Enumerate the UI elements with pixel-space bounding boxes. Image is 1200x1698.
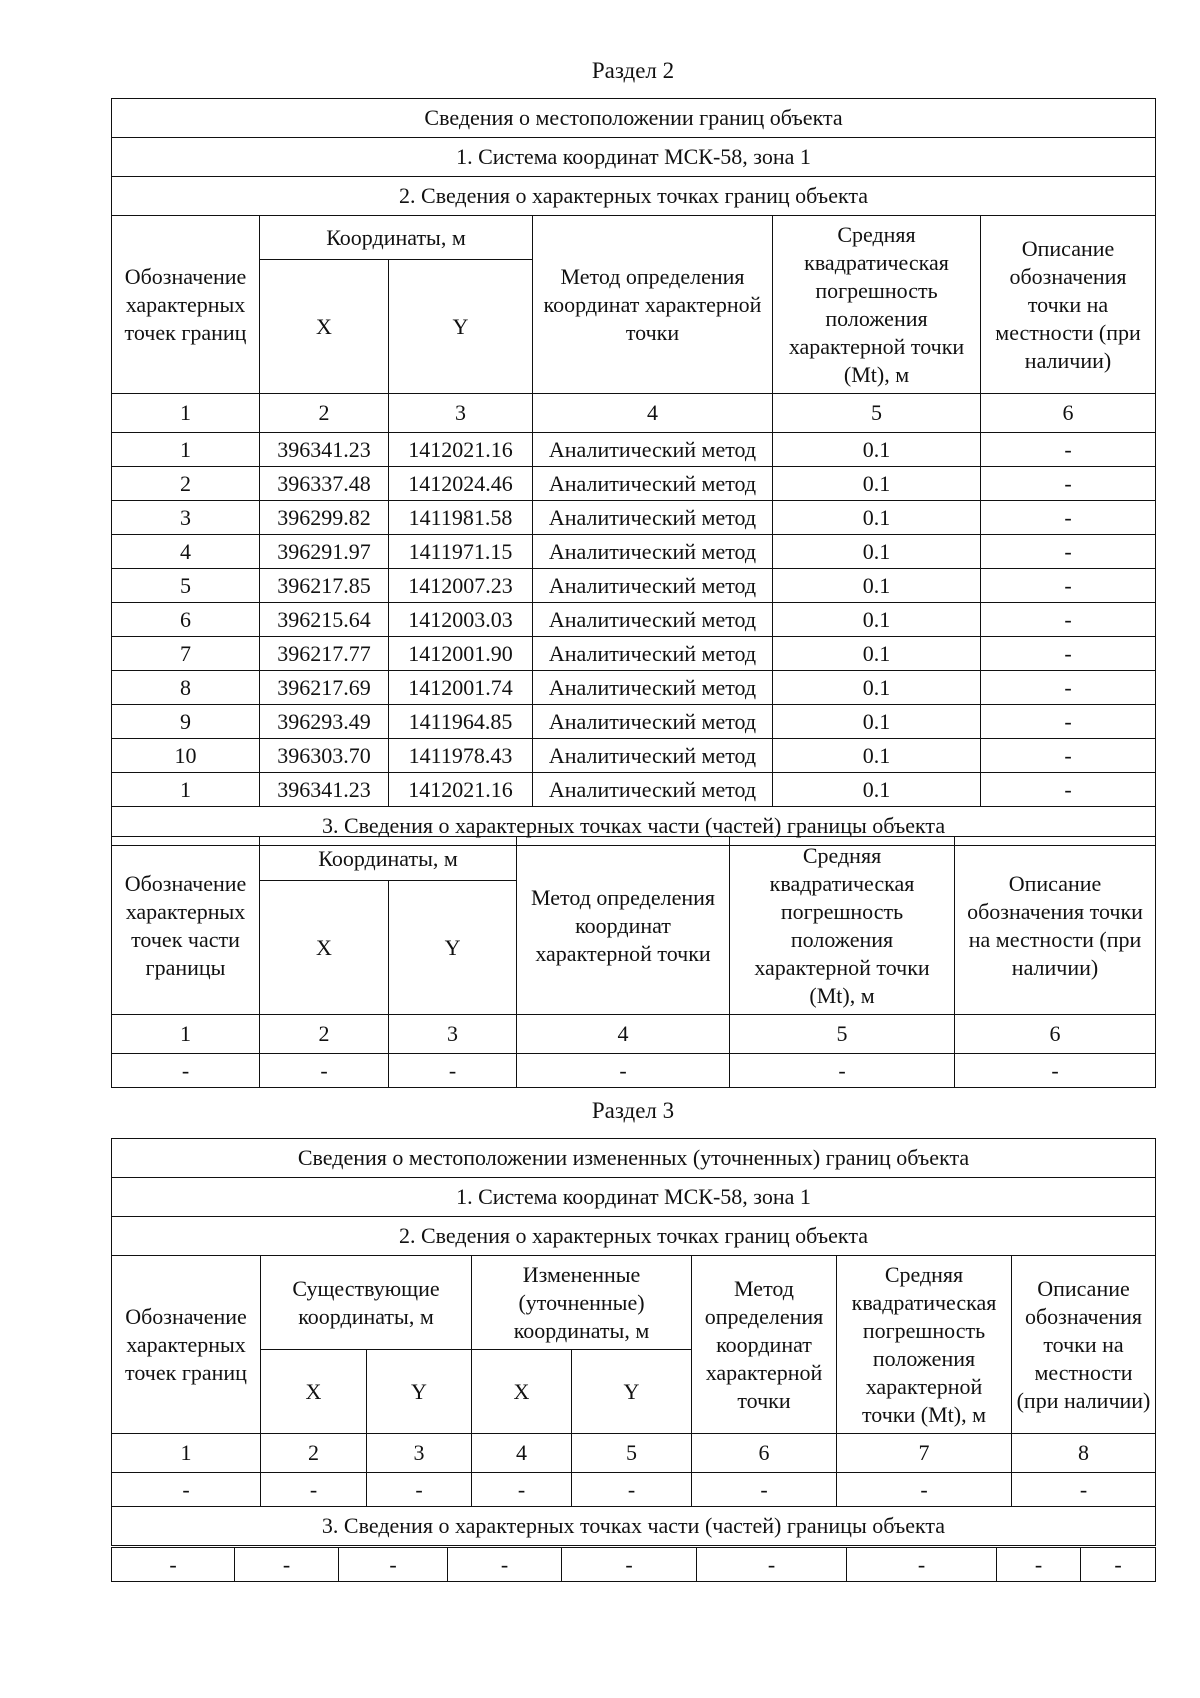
col-description: Описание обозначения точки на местности (при наличии) xyxy=(981,216,1156,394)
s3-col-changed: Измененные (уточненные) координаты, м xyxy=(472,1256,692,1350)
point-cell: 9 xyxy=(112,705,260,739)
parts-col-y: Y xyxy=(389,881,517,1015)
point-cell: - xyxy=(981,637,1156,671)
point-cell: 396217.69 xyxy=(260,671,389,705)
s3-parts-point-cell: - xyxy=(997,1548,1081,1582)
section3-boundaries-table xyxy=(111,1138,1156,1546)
table-row xyxy=(112,501,1156,535)
section3-parts-table xyxy=(111,1547,1156,1582)
section2-coord-system: 1. Система координат МСК-58, зона 1 xyxy=(112,138,1156,177)
point-cell: 0.1 xyxy=(773,433,981,467)
point-cell: 1411964.85 xyxy=(389,705,533,739)
point-cell: 396215.64 xyxy=(260,603,389,637)
point-cell: - xyxy=(981,603,1156,637)
table-row xyxy=(112,569,1156,603)
point-cell: 396217.77 xyxy=(260,637,389,671)
point-cell: - xyxy=(981,739,1156,773)
s3-column-number-cell: 3 xyxy=(367,1434,472,1473)
table-row xyxy=(112,773,1156,807)
section2-title: Раздел 2 xyxy=(591,58,675,83)
parts-col-description: Описание обозначения точки на местности (при наличии) xyxy=(955,837,1156,1015)
column-number-cell: 2 xyxy=(260,394,389,433)
col-designation: Обозначение характерных точек границ xyxy=(112,216,260,394)
parts-column-numbers-row xyxy=(112,1015,1156,1054)
parts-point-cell: - xyxy=(730,1054,955,1088)
point-cell: Аналитический метод xyxy=(533,433,773,467)
col-error: Средняя квадратическая погрешность положения характерной точки (Mt), м xyxy=(773,216,981,394)
s3-parts-point-cell: - xyxy=(112,1548,235,1582)
s3-column-number-cell: 1 xyxy=(112,1434,261,1473)
s3-parts-point-cell: - xyxy=(1081,1548,1156,1582)
table-row xyxy=(112,637,1156,671)
point-cell: - xyxy=(981,467,1156,501)
point-cell: Аналитический метод xyxy=(533,603,773,637)
s3-col-method: Метод определения координат характерной точки xyxy=(692,1256,837,1434)
point-cell: 1412001.74 xyxy=(389,671,533,705)
s3-column-number-cell: 5 xyxy=(572,1434,692,1473)
point-cell: 5 xyxy=(112,569,260,603)
s3-point-cell: - xyxy=(367,1473,472,1507)
parts-column-number-cell: 1 xyxy=(112,1015,260,1054)
s3-point-cell: - xyxy=(572,1473,692,1507)
section2-parts-table xyxy=(111,836,1156,1088)
point-cell: 6 xyxy=(112,603,260,637)
point-cell: Аналитический метод xyxy=(533,773,773,807)
parts-col-x: X xyxy=(260,881,389,1015)
point-cell: 1411978.43 xyxy=(389,739,533,773)
parts-column-number-cell: 5 xyxy=(730,1015,955,1054)
section2-parts-title: 3. Сведения о характерных точках части (частей) границы объекта xyxy=(112,807,1156,846)
point-cell: 1412021.16 xyxy=(389,773,533,807)
point-cell: 2 xyxy=(112,467,260,501)
point-cell: 3 xyxy=(112,501,260,535)
s3-col-designation: Обозначение характерных точек границ xyxy=(112,1256,261,1434)
s3-point-cell: - xyxy=(472,1473,572,1507)
s3-col-y1: Y xyxy=(367,1350,472,1434)
s3-parts-point-cell: - xyxy=(448,1548,562,1582)
parts-point-cell: - xyxy=(260,1054,389,1088)
parts-column-number-cell: 4 xyxy=(517,1015,730,1054)
point-cell: 396293.49 xyxy=(260,705,389,739)
point-cell: 8 xyxy=(112,671,260,705)
s3-parts-point-cell: - xyxy=(339,1548,448,1582)
table-row xyxy=(112,705,1156,739)
point-cell: 0.1 xyxy=(773,501,981,535)
point-cell: Аналитический метод xyxy=(533,637,773,671)
section3-points-title: 2. Сведения о характерных точках границ объекта xyxy=(112,1217,1156,1256)
point-cell: - xyxy=(981,773,1156,807)
point-cell: 1412024.46 xyxy=(389,467,533,501)
col-coords: Координаты, м xyxy=(260,216,533,260)
section3-title: Раздел 3 xyxy=(591,1098,675,1123)
point-cell: 1412007.23 xyxy=(389,569,533,603)
s3-point-cell: - xyxy=(112,1473,261,1507)
s3-col-x1: X xyxy=(261,1350,367,1434)
table-row xyxy=(112,1473,1156,1507)
table-row xyxy=(112,603,1156,637)
parts-point-cell: - xyxy=(955,1054,1156,1088)
point-cell: - xyxy=(981,569,1156,603)
point-cell: Аналитический метод xyxy=(533,501,773,535)
s3-col-y2: Y xyxy=(572,1350,692,1434)
s3-column-number-cell: 2 xyxy=(261,1434,367,1473)
table-row xyxy=(112,1054,1156,1088)
point-cell: 396337.48 xyxy=(260,467,389,501)
parts-col-error: Средняя квадратическая погрешность положения характерной точки (Mt), м xyxy=(730,837,955,1015)
point-cell: 0.1 xyxy=(773,739,981,773)
point-cell: Аналитический метод xyxy=(533,739,773,773)
point-cell: 1411971.15 xyxy=(389,535,533,569)
point-cell: 0.1 xyxy=(773,705,981,739)
section3-header: Сведения о местоположении измененных (уточненных) границ объекта xyxy=(112,1139,1156,1178)
s3-parts-point-cell: - xyxy=(697,1548,847,1582)
point-cell: Аналитический метод xyxy=(533,569,773,603)
section2-points-title: 2. Сведения о характерных точках границ объекта xyxy=(112,177,1156,216)
point-cell: Аналитический метод xyxy=(533,467,773,501)
point-cell: 0.1 xyxy=(773,535,981,569)
point-cell: 0.1 xyxy=(773,637,981,671)
column-numbers-row xyxy=(112,394,1156,433)
s3-point-cell: - xyxy=(261,1473,367,1507)
point-cell: 396217.85 xyxy=(260,569,389,603)
s3-parts-point-cell: - xyxy=(847,1548,997,1582)
parts-col-coords: Координаты, м xyxy=(260,837,517,881)
point-cell: 7 xyxy=(112,637,260,671)
section2-header: Сведения о местоположении границ объекта xyxy=(112,99,1156,138)
point-cell: - xyxy=(981,501,1156,535)
s3-column-number-cell: 4 xyxy=(472,1434,572,1473)
point-cell: 0.1 xyxy=(773,569,981,603)
point-cell: 1412001.90 xyxy=(389,637,533,671)
point-cell: - xyxy=(981,705,1156,739)
s3-point-cell: - xyxy=(837,1473,1012,1507)
point-cell: - xyxy=(981,535,1156,569)
parts-point-cell: - xyxy=(389,1054,517,1088)
point-cell: 396341.23 xyxy=(260,773,389,807)
s3-column-numbers-row xyxy=(112,1434,1156,1473)
col-y: Y xyxy=(389,260,533,394)
point-cell: 396291.97 xyxy=(260,535,389,569)
parts-col-designation: Обозначение характерных точек части границы xyxy=(112,837,260,1015)
point-cell: 0.1 xyxy=(773,773,981,807)
point-cell: 1 xyxy=(112,433,260,467)
s3-col-existing: Существующие координаты, м xyxy=(261,1256,472,1350)
parts-column-number-cell: 3 xyxy=(389,1015,517,1054)
table-row xyxy=(112,671,1156,705)
point-cell: 396299.82 xyxy=(260,501,389,535)
s3-column-number-cell: 8 xyxy=(1012,1434,1156,1473)
point-cell: 1412003.03 xyxy=(389,603,533,637)
point-cell: Аналитический метод xyxy=(533,671,773,705)
table-row xyxy=(112,1548,1156,1582)
s3-point-cell: - xyxy=(692,1473,837,1507)
point-cell: 1 xyxy=(112,773,260,807)
table-row xyxy=(112,467,1156,501)
point-cell: 0.1 xyxy=(773,467,981,501)
point-cell: Аналитический метод xyxy=(533,705,773,739)
s3-column-number-cell: 7 xyxy=(837,1434,1012,1473)
point-cell: 396341.23 xyxy=(260,433,389,467)
parts-point-cell: - xyxy=(517,1054,730,1088)
s3-parts-point-cell: - xyxy=(235,1548,339,1582)
column-number-cell: 4 xyxy=(533,394,773,433)
s3-col-x2: X xyxy=(472,1350,572,1434)
col-x: X xyxy=(260,260,389,394)
point-cell: - xyxy=(981,433,1156,467)
s3-parts-point-cell: - xyxy=(562,1548,697,1582)
section2-boundaries-table xyxy=(111,98,1156,846)
point-cell: 0.1 xyxy=(773,603,981,637)
s3-col-description: Описание обозначения точки на местности (при наличии) xyxy=(1012,1256,1156,1434)
column-number-cell: 5 xyxy=(773,394,981,433)
point-cell: 1412021.16 xyxy=(389,433,533,467)
parts-column-number-cell: 2 xyxy=(260,1015,389,1054)
parts-col-method: Метод определения координат характерной точки xyxy=(517,837,730,1015)
point-cell: 0.1 xyxy=(773,671,981,705)
column-number-cell: 6 xyxy=(981,394,1156,433)
parts-column-number-cell: 6 xyxy=(955,1015,1156,1054)
column-number-cell: 1 xyxy=(112,394,260,433)
parts-point-cell: - xyxy=(112,1054,260,1088)
point-cell: 1411981.58 xyxy=(389,501,533,535)
point-cell: - xyxy=(981,671,1156,705)
section3-coord-system: 1. Система координат МСК-58, зона 1 xyxy=(112,1178,1156,1217)
point-cell: Аналитический метод xyxy=(533,535,773,569)
table-row xyxy=(112,433,1156,467)
table-row xyxy=(112,739,1156,773)
s3-point-cell: - xyxy=(1012,1473,1156,1507)
table-row xyxy=(112,535,1156,569)
s3-col-error: Средняя квадратическая погрешность положения характерной точки (Mt), м xyxy=(837,1256,1012,1434)
point-cell: 4 xyxy=(112,535,260,569)
point-cell: 10 xyxy=(112,739,260,773)
s3-column-number-cell: 6 xyxy=(692,1434,837,1473)
section3-parts-title: 3. Сведения о характерных точках части (частей) границы объекта xyxy=(112,1507,1156,1546)
point-cell: 396303.70 xyxy=(260,739,389,773)
col-method: Метод определения координат характерной точки xyxy=(533,216,773,394)
column-number-cell: 3 xyxy=(389,394,533,433)
